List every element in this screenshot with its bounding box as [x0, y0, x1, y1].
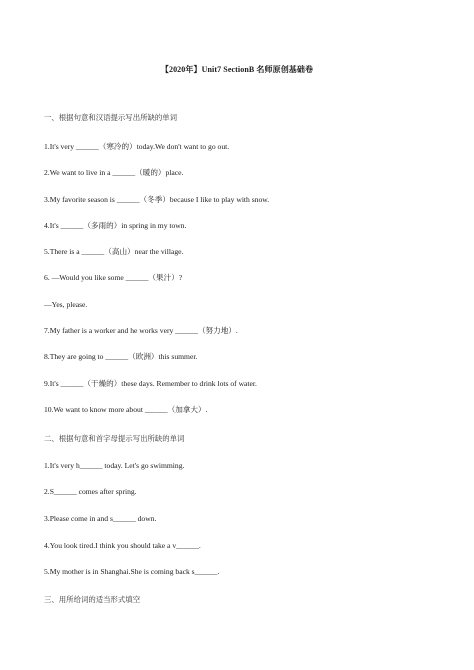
question-1-6: 6. —Would you like some ______（果汁）? [44, 273, 183, 282]
question-2-1: 1.It's very h______ today. Let's go swimming. [44, 461, 185, 470]
document-title: 【2020年】Unit7 SectionB 名师原创基础卷 [160, 65, 314, 74]
question-1-9: 9.It's ______（干燥的）these days. Remember to drink lots of water. [44, 379, 257, 388]
section-2-heading: 二、根据句意和首字母提示写出所缺的单词 [44, 434, 185, 443]
question-1-3: 3.My favorite season is ______（冬季）because I like to play with snow. [44, 195, 270, 204]
question-2-2: 2.S______ comes after spring. [44, 487, 137, 496]
question-2-4: 4.You look tired.I think you should take a v______. [44, 541, 201, 550]
question-2-3: 3.Please come in and s______ down. [44, 514, 157, 523]
section-1-heading: 一、根据句意和汉语提示写出所缺的单词 [44, 113, 178, 122]
question-2-5: 5.My mother is in Shanghai.She is coming back s______. [44, 567, 220, 576]
question-1-7: 7.My father is a worker and he works very ______（努力地）. [44, 326, 238, 335]
question-1-8: 8.They are going to ______（欧洲）this summer. [44, 352, 198, 361]
question-1-4: 4.It's ______（多雨的）in spring in my town. [44, 221, 187, 230]
question-1-1: 1.It's very ______（寒冷的）today.We don't want to go out. [44, 142, 230, 151]
question-1-5: 5.There is a ______（高山）near the village. [44, 247, 184, 256]
question-1-2: 2.We want to live in a ______（暖的）place. [44, 168, 184, 177]
question-1-10: 10.We want to know more about ______（加拿大）. [44, 405, 208, 414]
question-1-6-answer: —Yes, please. [44, 300, 88, 309]
section-3-heading: 三、用所给词的适当形式填空 [44, 595, 141, 604]
